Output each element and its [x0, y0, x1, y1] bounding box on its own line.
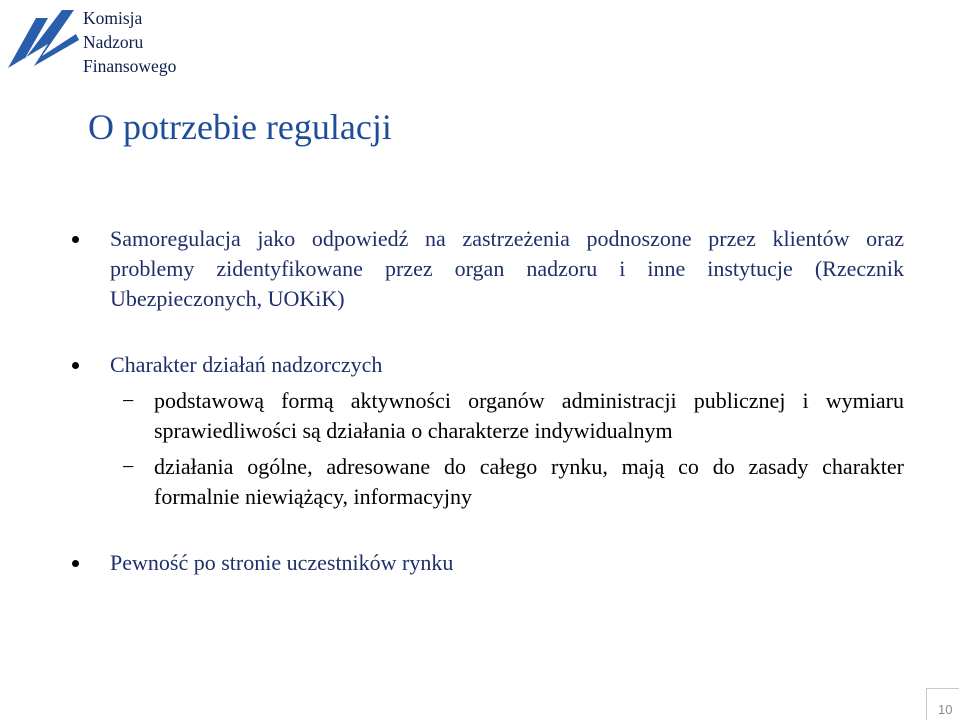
bullet-dot-icon: [72, 236, 79, 243]
logo-line-1: Komisja: [83, 8, 143, 28]
bullet-text: Samoregulacja jako odpowiedź na zastrzeżenia podnoszone przez klientów oraz problemy zidentyfikowane przez organ nadzoru i inne instytucje (Rzecznik Ubezpieczonych, UOKiK): [110, 226, 904, 311]
sub-item-text: działania ogólne, adresowane do całego rynku, mają co do zasady charakter formalnie niewiążący, informacyjny: [154, 454, 904, 509]
bullet-item-market-certainty: [72, 548, 904, 578]
sub-item-text: podstawową formą aktywności organów administracji publicznej i wymiaru sprawiedliwości są działania o charakterze indywidualnym: [154, 388, 904, 443]
bullet-text: Charakter działań nadzorczych: [110, 352, 383, 377]
sub-item-individual-actions: [122, 386, 904, 446]
bullet-item-supervisory-actions: [72, 350, 904, 380]
bullet-dot-icon: [72, 560, 79, 567]
slide-content: [72, 224, 904, 578]
page-title: O potrzebie regulacji: [88, 107, 392, 147]
bullet-item-self-regulation: [72, 224, 904, 314]
logo-line-2: Nadzoru: [83, 32, 144, 52]
knf-logo: [4, 4, 204, 84]
knf-swoosh-icon: [4, 4, 84, 84]
logo-line-3: Finansowego: [83, 56, 177, 76]
sub-item-general-actions: [122, 452, 904, 512]
bullet-dot-icon: [72, 362, 79, 369]
dash-icon: −: [122, 388, 135, 413]
dash-icon: −: [122, 454, 135, 479]
page-number: 10: [938, 702, 953, 717]
bullet-text: Pewność po stronie uczestników rynku: [110, 550, 454, 575]
